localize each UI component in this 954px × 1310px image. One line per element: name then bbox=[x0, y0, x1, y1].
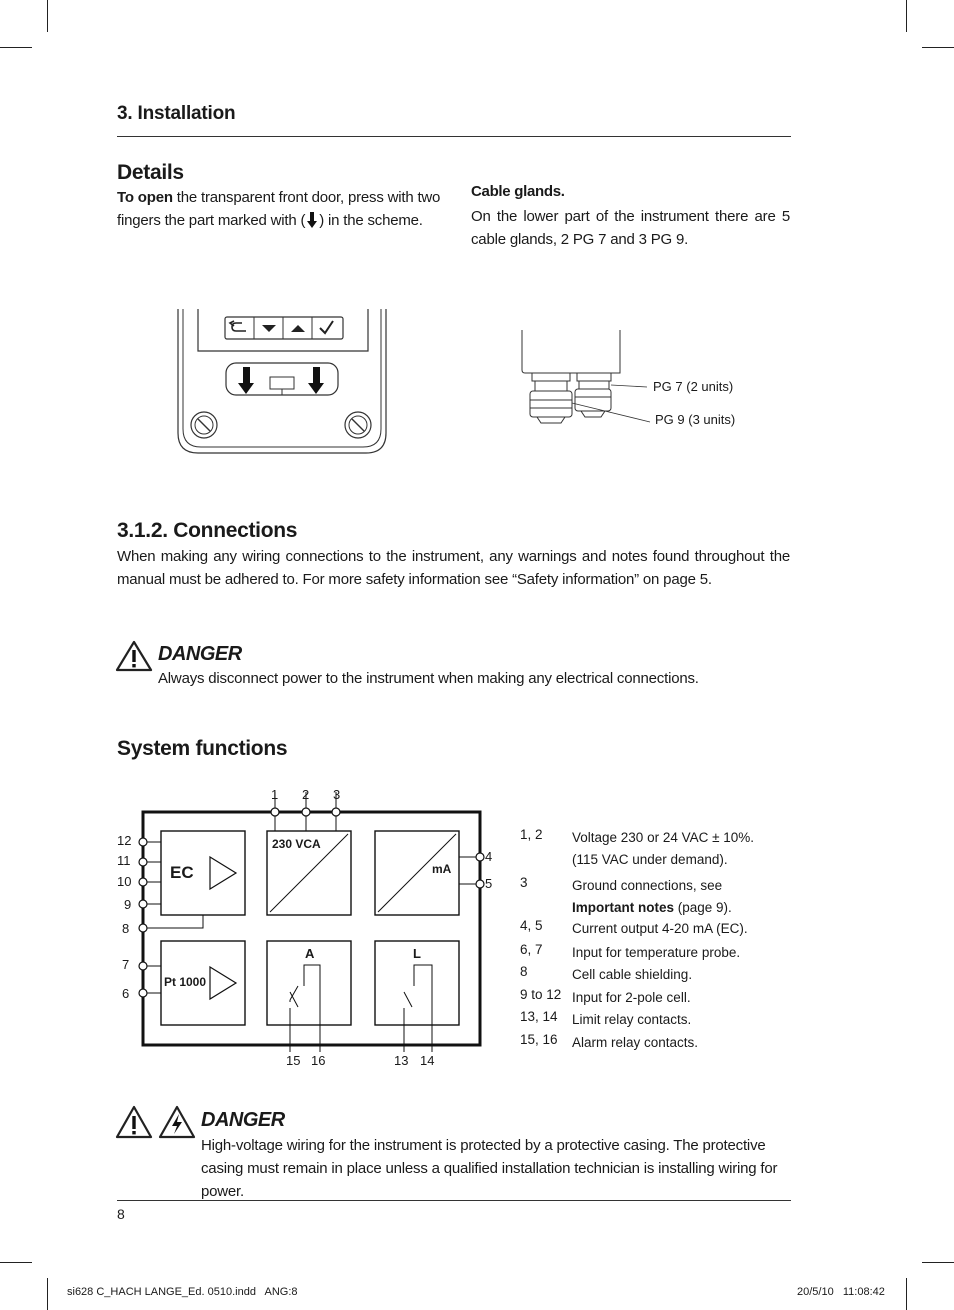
footer-rule bbox=[117, 1200, 791, 1201]
function-num: 6, 7 bbox=[520, 942, 543, 957]
open-bold: To open bbox=[117, 189, 173, 206]
function-desc: Ground connections, see bbox=[572, 878, 723, 893]
function-desc: Limit relay contacts. bbox=[572, 1012, 692, 1027]
page-number: 8 bbox=[117, 1206, 125, 1222]
system-functions-title: System functions bbox=[117, 737, 288, 760]
function-desc-2: (115 VAC under demand). bbox=[572, 852, 728, 867]
danger-label-1: DANGER bbox=[158, 643, 242, 665]
ec-label: EC bbox=[170, 863, 194, 882]
function-desc: Input for 2-pole cell. bbox=[572, 990, 691, 1005]
function-desc: Input for temperature probe. bbox=[572, 945, 741, 960]
function-desc-tail: (page 9). bbox=[674, 900, 732, 915]
function-num: 9 to 12 bbox=[520, 987, 562, 1002]
warning-icon bbox=[115, 1105, 153, 1144]
important-notes-ref: Important notes bbox=[572, 900, 675, 915]
terminal-3: 3 bbox=[333, 787, 341, 802]
glands-text: On the lower part of the instrument there are 5 cable glands, 2 PG 7 and 3 PG 9. bbox=[471, 208, 790, 248]
terminal-16: 16 bbox=[311, 1053, 326, 1068]
crop-mark bbox=[906, 0, 907, 32]
terminal-14: 14 bbox=[420, 1053, 435, 1068]
crop-mark bbox=[922, 47, 954, 48]
press-arrow-icon bbox=[307, 212, 317, 235]
alarm-relay-label: A bbox=[305, 946, 315, 961]
function-num: 15, 16 bbox=[520, 1032, 558, 1047]
crop-mark bbox=[906, 1278, 907, 1310]
connections-text: When making any wiring connections to the instrument, any warnings and notes found throughout the manual must be adhered to. For more safety information see “Safety information” on page 5. bbox=[117, 548, 790, 588]
function-num: 3 bbox=[520, 875, 528, 890]
instrument-front-figure bbox=[170, 305, 395, 457]
terminal-10: 10 bbox=[117, 874, 132, 889]
limit-relay-label: L bbox=[413, 946, 421, 961]
vca-label: 230 VCA bbox=[272, 837, 321, 851]
function-desc: Alarm relay contacts. bbox=[572, 1035, 699, 1050]
pg9-label: PG 9 (3 units) bbox=[655, 412, 736, 427]
slug-left: si628 C_HACH LANGE_Ed. 0510.indd ANG:8 bbox=[67, 1286, 298, 1298]
pg7-label: PG 7 (2 units) bbox=[653, 379, 734, 394]
crop-mark bbox=[0, 47, 32, 48]
warning-icon bbox=[115, 640, 153, 677]
danger-text-2: High-voltage wiring for the instrument is protected by a protective casing. The protective casing must remain in place unless a qualified installation technician is installing wiring for power. bbox=[201, 1137, 778, 1200]
open-text-1: the transparent front door, press with two bbox=[172, 189, 441, 206]
header-rule bbox=[117, 136, 791, 137]
details-title: Details bbox=[117, 161, 184, 184]
terminal-6: 6 bbox=[122, 986, 130, 1001]
function-desc: Current output 4-20 mA (EC). bbox=[572, 921, 748, 936]
crop-mark bbox=[47, 0, 48, 32]
pt1000-label: Pt 1000 bbox=[164, 975, 207, 989]
terminal-11: 11 bbox=[117, 853, 131, 868]
high-voltage-icon bbox=[158, 1105, 196, 1144]
crop-mark bbox=[0, 1262, 32, 1263]
terminal-15: 15 bbox=[286, 1053, 301, 1068]
connections-title: 3.1.2. Connections bbox=[117, 519, 298, 542]
function-num: 13, 14 bbox=[520, 1009, 558, 1024]
function-num: 1, 2 bbox=[520, 827, 543, 842]
slug-right: 20/5/10 11:08:42 bbox=[797, 1286, 885, 1298]
section-title: 3. Installation bbox=[117, 103, 236, 124]
danger-label-2: DANGER bbox=[201, 1109, 285, 1131]
terminal-5: 5 bbox=[485, 876, 493, 891]
function-num: 8 bbox=[520, 964, 528, 979]
terminal-13: 13 bbox=[394, 1053, 409, 1068]
crop-mark bbox=[47, 1278, 48, 1310]
open-text-2b: ) in the scheme. bbox=[319, 212, 423, 229]
danger-text-1: Always disconnect power to the instrument when making any electrical connections. bbox=[158, 670, 699, 687]
crop-mark bbox=[922, 1262, 954, 1263]
glands-title: Cable glands. bbox=[471, 183, 565, 200]
function-desc: Cell cable shielding. bbox=[572, 967, 693, 982]
terminal-12: 12 bbox=[117, 833, 132, 848]
open-text-2a: fingers the part marked with ( bbox=[117, 212, 306, 229]
terminal-7: 7 bbox=[122, 957, 130, 972]
terminal-9: 9 bbox=[124, 897, 132, 912]
function-desc: Voltage 230 or 24 VAC ± 10%. bbox=[572, 830, 755, 845]
wiring-diagram bbox=[110, 780, 510, 1080]
terminal-4: 4 bbox=[485, 849, 493, 864]
terminal-2: 2 bbox=[302, 787, 310, 802]
terminal-1: 1 bbox=[271, 787, 279, 802]
ma-label: mA bbox=[432, 862, 452, 876]
open-instructions bbox=[117, 186, 447, 235]
function-num: 4, 5 bbox=[520, 918, 543, 933]
terminal-8: 8 bbox=[122, 921, 130, 936]
